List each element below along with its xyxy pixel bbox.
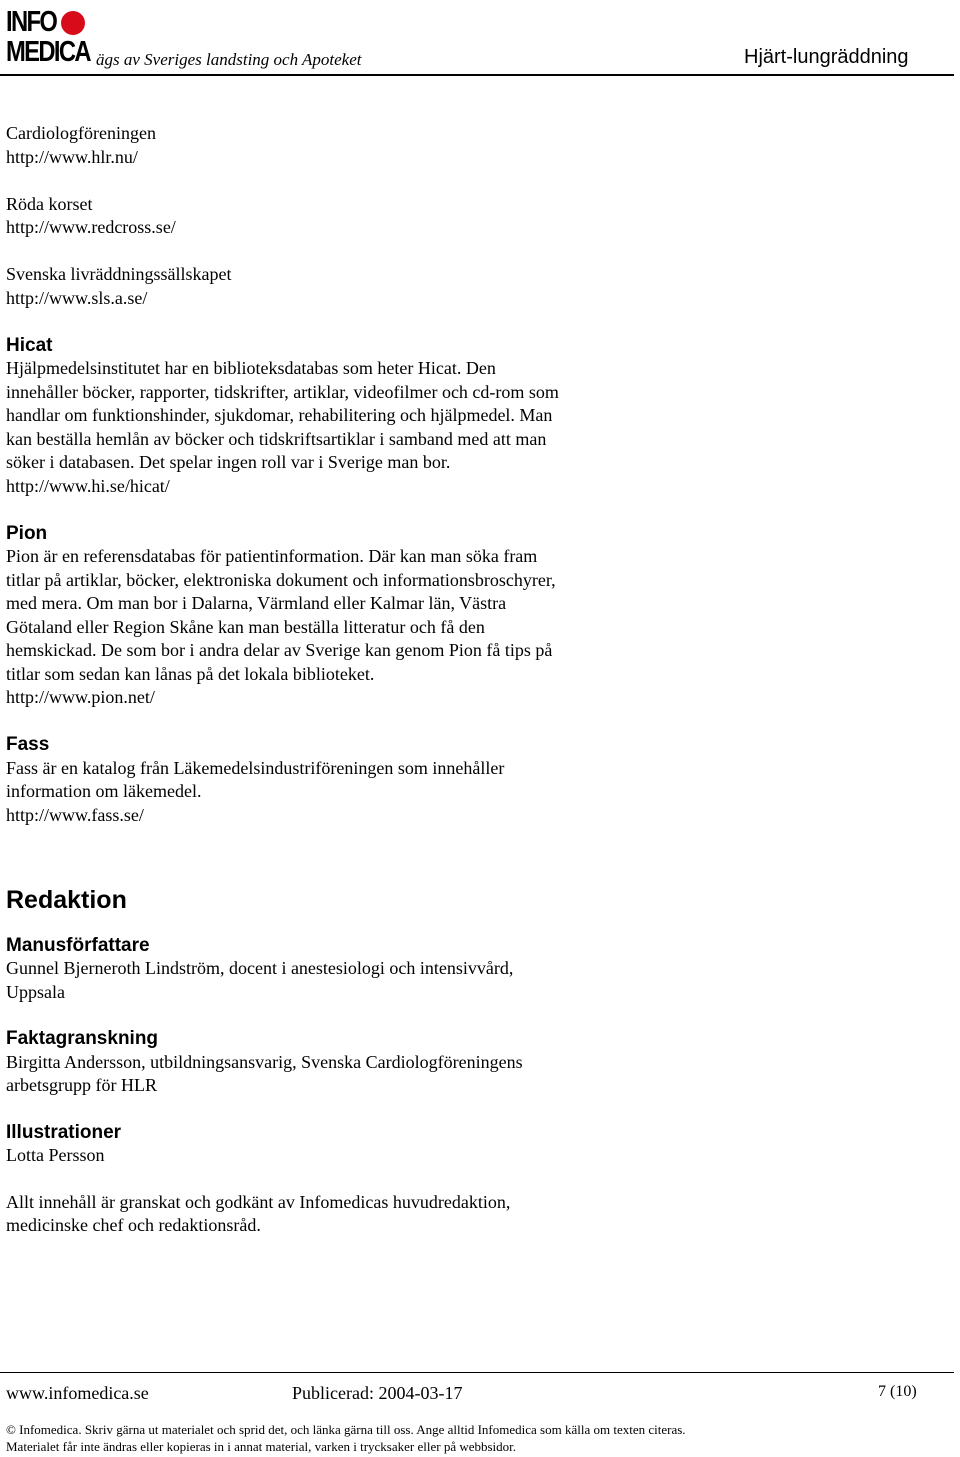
approval-line: medicinske chef och redaktionsråd. bbox=[6, 1215, 261, 1235]
fass-link[interactable]: http://www.fass.se/ bbox=[6, 804, 144, 825]
footer-site-link[interactable]: www.infomedica.se bbox=[6, 1383, 149, 1403]
pion-text-line: med mera. Om man bor i Dalarna, Värmland eller Kalmar län, Västra bbox=[6, 593, 507, 613]
review-heading: Faktagranskning bbox=[6, 1028, 159, 1049]
link-name: Svenska livräddningssällskapet bbox=[6, 264, 232, 284]
approval-line: Allt innehåll är granskat och godkänt av Infomedicas huvudredaktion, bbox=[6, 1191, 511, 1212]
pion-text-line: Götaland eller Region Skåne kan man beställa litteratur och få den bbox=[6, 616, 485, 637]
pion-text-line: titlar som sedan kan lånas på det lokala biblioteket. bbox=[6, 663, 375, 684]
author-line: Uppsala bbox=[6, 981, 65, 1002]
document-title: Hjärt-lungräddning bbox=[744, 46, 909, 68]
pion-text-line: Pion är en referensdatabas för patientinformation. Där kan man söka fram bbox=[6, 546, 538, 566]
footer-page-number: 7 (10) bbox=[878, 1383, 917, 1400]
fass-text-line: Fass är en katalog från Läkemedelsindustriföreningen som innehåller bbox=[6, 757, 505, 778]
logo-text-line1: INFO bbox=[6, 6, 57, 38]
infomedica-logo[interactable] bbox=[6, 6, 90, 68]
author-heading: Manusförfattare bbox=[6, 934, 150, 956]
pion-link[interactable]: http://www.pion.net/ bbox=[6, 687, 155, 707]
hicat-text-line: kan beställa hemlån av böcker och tidskriftsartiklar i samband med att man bbox=[6, 428, 547, 449]
link-name: Cardiologföreningen bbox=[6, 123, 156, 143]
footer-divider bbox=[0, 1372, 954, 1373]
link-url[interactable]: http://www.hlr.nu/ bbox=[6, 146, 138, 167]
redaktion-heading: Redaktion bbox=[6, 885, 127, 914]
tagline: ägs av Sveriges landsting och Apoteket bbox=[96, 50, 362, 69]
logo-red-dot-icon bbox=[61, 11, 85, 35]
review-line: Birgitta Andersson, utbildningsansvarig, Svenska Cardiologföreningens bbox=[6, 1051, 523, 1072]
review-line: arbetsgrupp för HLR bbox=[6, 1075, 157, 1095]
page-header bbox=[0, 0, 960, 76]
link-url[interactable]: http://www.redcross.se/ bbox=[6, 217, 176, 237]
link-name: Röda korset bbox=[6, 193, 93, 214]
hicat-text-line: innehåller böcker, rapporter, tidskrifter, artiklar, videofilmer och cd-rom som bbox=[6, 381, 559, 402]
fass-text-line: information om läkemedel. bbox=[6, 781, 202, 801]
illustrations-heading: Illustrationer bbox=[6, 1121, 122, 1143]
main-content bbox=[6, 122, 946, 1238]
pion-text-line: titlar på artiklar, böcker, elektroniska dokument och informationsbroschyrer, bbox=[6, 569, 556, 590]
footer-published-date: Publicerad: 2004-03-17 bbox=[292, 1383, 463, 1403]
illustrator-line: Lotta Persson bbox=[6, 1145, 105, 1165]
footer-copyright-note: Materialet får inte ändras eller kopieras in i annat material, varken i trycksaker eller på webbsidor. bbox=[6, 1439, 517, 1454]
author-line: Gunnel Bjerneroth Lindström, docent i anestesiologi och intensivvård, bbox=[6, 958, 514, 978]
pion-heading: Pion bbox=[6, 522, 48, 544]
hicat-heading: Hicat bbox=[6, 334, 53, 356]
logo-text-line2: MEDICA bbox=[6, 36, 90, 68]
hicat-text-line: söker i databasen. Det spelar ingen roll var i Sverige man bor. bbox=[6, 452, 451, 472]
hicat-link[interactable]: http://www.hi.se/hicat/ bbox=[6, 475, 170, 496]
fass-heading: Fass bbox=[6, 734, 50, 755]
link-url[interactable]: http://www.sls.a.se/ bbox=[6, 287, 148, 308]
pion-text-line: hemskickad. De som bor i andra delar av Sverige kan genom Pion få tips på bbox=[6, 640, 553, 660]
footer-copyright: © Infomedica. Skriv gärna ut materialet och sprid det, och länka gärna till oss. Ange alltid Infomedica som källa om texten citeras. bbox=[6, 1422, 686, 1437]
hicat-text-line: Hjälpmedelsinstitutet har en biblioteksdatabas som heter Hicat. Den bbox=[6, 358, 496, 378]
header-divider bbox=[0, 74, 954, 76]
hicat-text-line: handlar om funktionshinder, sjukdomar, rehabilitering och hjälpmedel. Man bbox=[6, 405, 553, 425]
